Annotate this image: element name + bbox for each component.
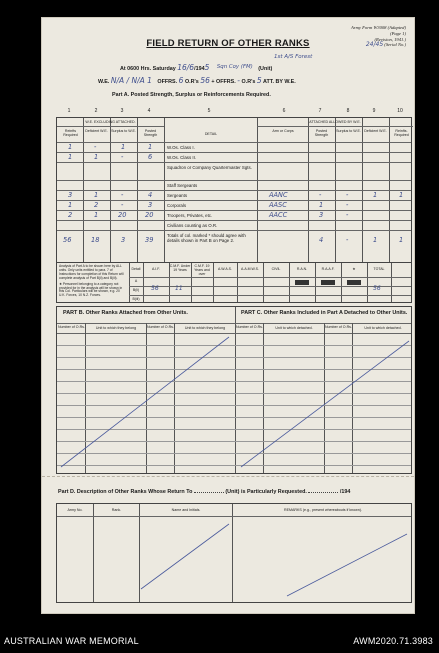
cancel-strokes-d [57, 504, 413, 604]
establishment-line [98, 76, 296, 85]
time-label: At 0600 Hrs. Saturday [120, 66, 176, 72]
row-label-wo-class-2: W.Os. Class II. [167, 155, 197, 160]
cell-pte-surplus: 20 [118, 211, 127, 219]
form-page: (Page 1) [390, 30, 406, 36]
part-b-col-number-2: Number of O.Rs. [147, 325, 174, 329]
cell-wo1-deficient: - [94, 143, 97, 151]
cell-pte-corps: AACC [269, 211, 288, 219]
analysis-b2-aif: 56 [151, 285, 159, 292]
header-attached-reinfts: Reinfts. Required [394, 129, 409, 138]
col-num-6: 6 [282, 108, 286, 114]
row-label-civilians: Civilians counting as O.R. [167, 223, 218, 228]
part-b-heading: PART B. Other Ranks Attached from Other Units. [63, 310, 188, 316]
header-surplus-we: Surplus to W.E. [111, 129, 136, 133]
part-d-col-rank: Rank. [111, 508, 122, 512]
ors-label: O.R's [184, 79, 199, 85]
row-label-cqms: Squadron or Company Quartermaster Sgts. [167, 165, 252, 170]
cell-sgt-att-posted: - [319, 191, 322, 199]
form-title: FIELD RETURN OF OTHER RANKS [146, 38, 310, 49]
cell-cpl-deficient: 2 [94, 201, 99, 209]
cell-wo2-posted: 6 [148, 153, 153, 161]
we-value: N/A / N/A 1 [110, 76, 152, 85]
part-d-col-name: Name and Initials. [171, 508, 201, 512]
row-label-staff-sergeants: Staff Sergeants [167, 183, 198, 188]
cell-cpl-att-posted: 1 [319, 201, 324, 209]
part-d-table [56, 503, 412, 603]
analysis-header-cmf-19-over: C.M.F. 19 Years and over [194, 264, 210, 276]
cell-sgt-att-surplus: - [346, 191, 349, 199]
part-b-c-section [56, 306, 412, 474]
serial-number-label: (Serial No.) [384, 42, 406, 48]
cell-wo1-reinfts: 1 [68, 143, 73, 151]
cell-total-att-deficient: 1 [373, 236, 378, 244]
redaction-block [321, 280, 335, 285]
unit-value-top: 1st A/S Forest [274, 54, 313, 60]
form-sheet [42, 18, 414, 613]
offrs-attached-value: - [237, 76, 240, 85]
analysis-note-star: ★ Personnel belonging to a category not provided for in the analysis will be shown in this Col. Particulars will be shown, e.g. 20 U.K. Forces, 10 N.Z. Forces. [59, 281, 123, 298]
ors-value: 56 [200, 76, 210, 85]
analysis-header-aif: A.I.F. [152, 267, 160, 271]
cell-total-att-surplus: - [346, 236, 349, 244]
cancel-strokes [57, 307, 413, 475]
cell-cpl-corps: AASC [269, 201, 287, 209]
part-c-col-unit-2: Unit to which detached. [364, 326, 402, 330]
redaction-block [295, 280, 309, 285]
row-label-corporals: Corporals [167, 203, 187, 208]
analysis-row-b3: B(iii) [132, 297, 140, 301]
part-d-heading-a: Part D. Description of Other Ranks Whose Return To [58, 489, 193, 495]
part-c-col-number-2: Number of O.Rs. [325, 325, 352, 329]
header-detail: DETAIL [204, 132, 218, 136]
offrs-attached-label: OFFRS. [216, 79, 236, 85]
analysis-header-ran: R.A.N. [296, 267, 308, 271]
cell-cpl-posted: 3 [148, 201, 153, 209]
analysis-header-awas: A.W.A.S. [217, 267, 232, 271]
col-num-4: 4 [147, 108, 151, 114]
analysis-header-detail: Detail [131, 267, 141, 271]
date-unit-line [120, 63, 272, 72]
part-c-col-unit: Unit to which detached. [275, 326, 313, 330]
analysis-header-total: TOTAL [373, 267, 385, 271]
analysis-header-star: ★ [352, 267, 356, 271]
row-label-totals: Totals of col. marked * should agree with details shown in Part B on Page 2. [167, 233, 246, 243]
att-by-we-label: ATT. BY W.E. [262, 79, 296, 85]
cell-wo1-posted: 1 [148, 143, 153, 151]
header-attached-deficient: Deficient W.E. [364, 129, 387, 133]
cell-sgt-att-reinfts: 1 [399, 191, 404, 199]
form-revision: (Revision, 1941.) [374, 36, 406, 42]
cell-total-reinfts: 56 [63, 236, 72, 244]
analysis-note [59, 265, 127, 298]
analysis-b2-total: 56 [373, 285, 381, 292]
part-d-col-remarks: REMARKS (e.g., present whereabouts if known). [284, 508, 362, 512]
cell-cpl-surplus: - [121, 201, 124, 209]
col-num-3: 3 [120, 108, 124, 114]
header-attached-posted-strength: Posted Strength [314, 129, 329, 138]
analysis-note-text: Analysis of Part A to be shown here by ALL units. Only units entitled to para. 7 of Instructions for completion of this Return will complete analysis of Part B(ii) and B(iii). [59, 264, 124, 280]
cell-pte-posted: 20 [145, 211, 154, 219]
part-d-heading-c: /194 [339, 489, 351, 495]
plus-sign: + [211, 79, 215, 85]
col-num-1: 1 [67, 108, 71, 114]
cell-wo2-surplus: - [121, 153, 124, 161]
part-b-col-unit-2: Unit to which they belong [184, 326, 226, 330]
cell-sgt-att-deficient: 1 [373, 191, 378, 199]
analysis-header-civil: CIVIL [271, 267, 281, 271]
header-deficient-we: Deficient W.E. [85, 129, 108, 133]
part-d-heading [58, 489, 350, 495]
cell-sgt-reinfts: 3 [68, 191, 73, 199]
part-d-heading-b: (Unit) is Particularly Requested. [225, 489, 307, 495]
we-label: W.E. [98, 79, 110, 85]
part-b-col-unit: Unit to which they belong [95, 326, 137, 330]
ors-attached-label: O.R's [241, 79, 256, 85]
unit-label: (Unit) [258, 66, 273, 72]
year-prefix: /194 [194, 66, 205, 72]
col-num-7: 7 [318, 108, 322, 114]
col-num-10: 10 [397, 108, 403, 114]
analysis-row-a: A [134, 279, 138, 283]
row-label-troopers: Troopers, Privates, etc. [167, 213, 213, 218]
cell-sgt-posted: 4 [148, 191, 153, 199]
part-b-col-number: Number of O.Rs. [58, 325, 85, 329]
cell-sgt-deficient: 1 [94, 191, 99, 199]
fold-line [42, 476, 414, 477]
cell-wo1-surplus: 1 [121, 143, 126, 151]
part-a-heading: Part A. Posted Strength, Surplus or Reinforcements Required. [112, 92, 271, 98]
cell-pte-reinfts: 2 [68, 211, 73, 219]
header-attached-surplus: Surplus to W.E. [336, 129, 361, 133]
cell-total-deficient: 18 [91, 236, 100, 244]
ors-attached-value: 5 [256, 76, 262, 85]
cell-cpl-att-surplus: - [346, 201, 349, 209]
analysis-b2-cmf-u19: 11 [175, 285, 183, 292]
cell-wo2-reinfts: 1 [68, 153, 73, 161]
cell-total-surplus: 3 [121, 236, 126, 244]
redaction-block [347, 280, 361, 285]
attached-allowed-header: ATTACHED ALLOWED BY W.E. [309, 120, 361, 124]
col-num-5: 5 [207, 108, 211, 114]
col-num-8: 8 [346, 108, 350, 114]
offrs-value: 6 [178, 76, 184, 85]
cell-pte-att-surplus: - [346, 211, 349, 219]
header-posted-strength: Posted Strength [143, 129, 158, 138]
analysis-row-b2: B(ii) [132, 288, 140, 292]
part-d-col-army-no: Army No. [67, 508, 83, 512]
col-num-9: 9 [372, 108, 376, 114]
year-value: 5 [204, 63, 210, 72]
part-a-table [56, 117, 412, 263]
cell-pte-deficient: 1 [94, 211, 99, 219]
cell-total-att-posted: 4 [319, 236, 324, 244]
col-num-2: 2 [94, 108, 98, 114]
analysis-header-raaf: R.A.A.F. [321, 267, 335, 271]
form-number: Army Form W3008 (Adapted) [351, 25, 406, 30]
cell-sgt-corps: AANC [269, 191, 288, 199]
cell-sgt-surplus: - [121, 191, 124, 199]
date-value: 16/6 [177, 63, 195, 72]
part-c-col-number: Number of O.Rs. [236, 325, 263, 329]
analysis-header-aamws: A.A.M.W.S. [241, 267, 259, 271]
cell-cpl-reinfts: 1 [68, 201, 73, 209]
serial-number-value: 24/45 [365, 41, 384, 49]
we-excluding-attached-header: W.E. EXCLUDING ATTACHED. [85, 120, 136, 124]
footer-right: AWM2020.71.3983 [353, 636, 433, 646]
cell-total-posted: 39 [145, 236, 154, 244]
offrs-label: OFFRS. [157, 79, 178, 85]
header-reinfts-required: Reinfts Required [63, 129, 78, 138]
cell-total-att-reinfts: 1 [399, 236, 404, 244]
cell-wo2-deficient: 1 [94, 153, 99, 161]
part-c-heading: PART C. Other Ranks Included in Part A Detached to Other Units. [241, 310, 408, 316]
row-label-wo-class-1: W.Os. Class I. [167, 145, 195, 150]
column-numbers [56, 108, 412, 116]
analysis-header-cmf-under-19: C.M.F. Under 19 Years [169, 264, 191, 272]
cell-pte-att-posted: 3 [319, 211, 324, 219]
header-arm-or-corps: Arm or Corps [272, 129, 294, 133]
row-label-sergeants: Sergeants [167, 193, 188, 198]
footer-left: AUSTRALIAN WAR MEMORIAL [4, 636, 139, 646]
unit-value: Sqn Coy (FM) [216, 64, 253, 70]
analysis-section [56, 263, 412, 303]
